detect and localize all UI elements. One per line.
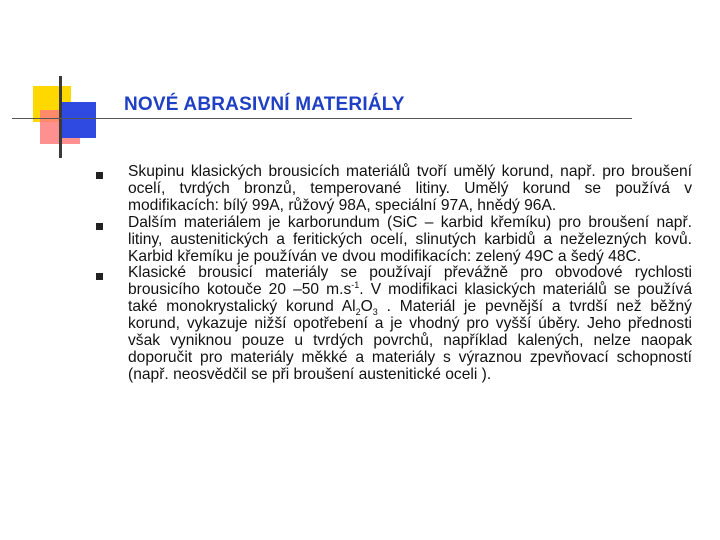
bullet-item-3 xyxy=(96,265,692,383)
bullet-text-3-subscript-1: 2 xyxy=(355,307,361,318)
bullet-text-3-part3: O xyxy=(360,298,373,316)
bullet-square-icon xyxy=(96,223,103,230)
slide-title: NOVÉ ABRASIVNÍ MATERIÁLY xyxy=(124,94,405,115)
bullet-item-1 xyxy=(96,164,692,215)
bullet-text-3 xyxy=(128,265,692,383)
bullet-square-icon xyxy=(96,273,103,280)
bullet-text-3-part2: . V modifikaci klasických materiálů se používá také monokrystalický korund Al xyxy=(128,281,692,316)
bullet-text-3-part4: . Materiál je pevnější a tvrdší než běžný korund, vykazuje nižší opotřebení a je vhodný pro vyšší úběry. Jeho přednosti však vyniknou pouze u tvrdých povrchů, například kalených, nelze naopak doporučit pro materiály měkké a materiály s výraznou zpevňovací schopností (např. neosvědčil se při broušení austenitické oceli ). xyxy=(128,298,692,383)
header-divider-line xyxy=(12,118,632,119)
bullet-text-2: Dalším materiálem je karborundum (SiC – karbid křemíku) pro broušení např. litiny, austenitických a feritických ocelí, slinutých karbidů a neželezných kovů. Karbid křemíku je používán ve dvou modifikacích: zelený 49C a šedý 48C. xyxy=(128,213,692,265)
bullet-text-3-part1: Klasické brousicí materiály se používají převážně pro obvodové rychlosti brousicího kotouče 20 –50 m.s xyxy=(128,264,692,299)
logo-vertical-line xyxy=(59,76,62,158)
bullet-text-1: Skupinu klasických brousicích materiálů tvoří umělý korund, např. pro broušení ocelí, tvrdých bronzů, temperované litiny. Umělý korund se používá v modifikacích: bílý 99A, růžový 98A, speciální 97A, hnědý 96A. xyxy=(128,163,692,214)
bullet-text-3-subscript-2: 3 xyxy=(372,307,378,318)
bullet-item-2 xyxy=(96,215,692,266)
logo-blue-square xyxy=(60,102,96,138)
bullet-text-3-superscript: -1 xyxy=(351,280,360,291)
bullet-list xyxy=(96,164,692,384)
bullet-square-icon xyxy=(96,172,103,179)
